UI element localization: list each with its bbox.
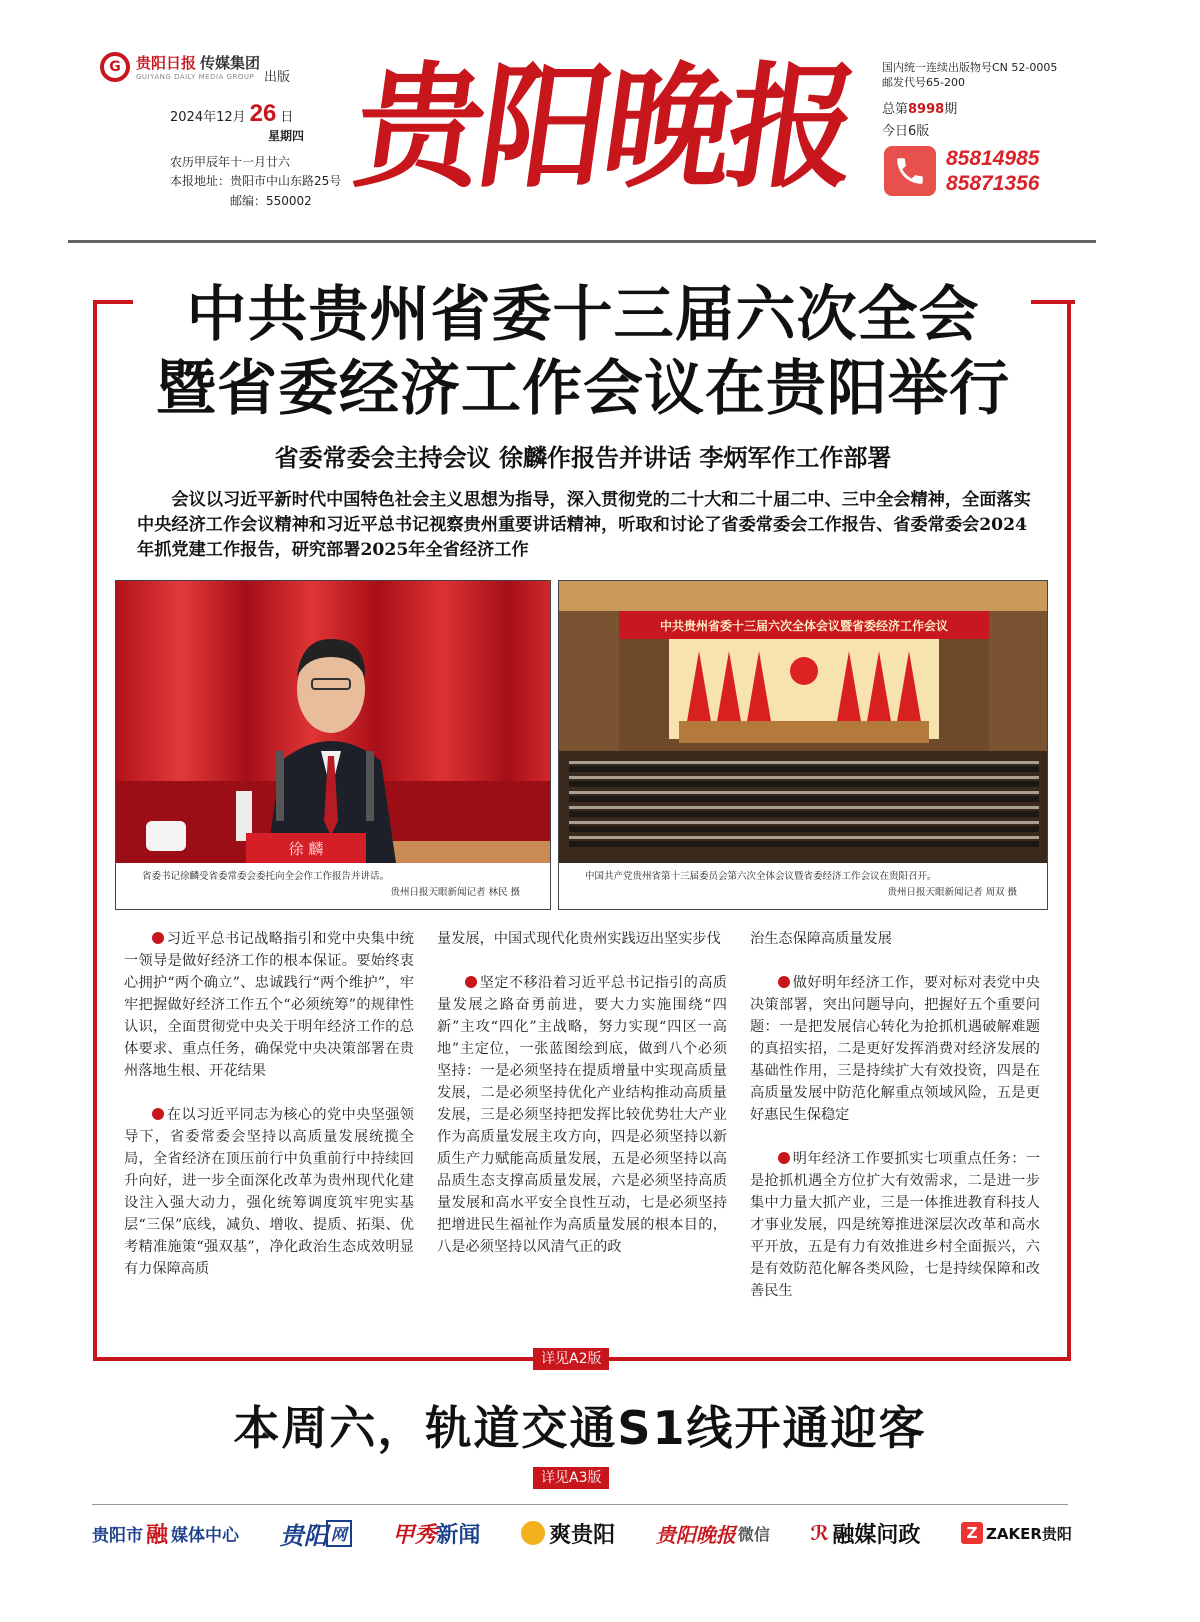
- paragraph-text: 习近平总书记战略指引和党中央集中统一领导是做好经济工作的根本保证。要始终衷心拥护“两个确立”、忠诚践行“两个维护”，牢牢把握做好经济工作五个“必须统筹”的规律性认识，全面贯彻党中央关于明年经济工作的总体要求、重点任务，确保党中央决策部署在贵州落地生根、开花结果: [124, 931, 414, 1079]
- rongmei-logo-icon: ℛ: [810, 1521, 830, 1545]
- paper-title-text: 贵阳晚报: [345, 49, 865, 207]
- brand-rongmei-text: 融媒问政: [832, 1522, 921, 1548]
- date-prefix: 2024年12月: [170, 110, 246, 125]
- lead-summary: 会议以习近平新时代中国特色社会主义思想为指导，深入贯彻党的二十大和二十届二中、三中全会精神，全面落实中央经济工作会议精神和习近平总书记视察贵州重要讲话精神，听取和讨论了省委常委会工作报告、省委常委会2024年抓党建工作报告，研究部署2025年全省经济工作: [137, 490, 1031, 560]
- hall-banner: 中共贵州省委十三届六次全体会议暨省委经济工作会议: [659, 619, 949, 633]
- speaker-caption: [116, 863, 550, 910]
- brand-media-center-city: 贵阳市: [92, 1525, 143, 1546]
- brand-zaker[interactable]: [961, 1522, 1072, 1544]
- red-bullet-icon: [152, 1108, 164, 1120]
- hall-caption-text: 中国共产党贵州省第十三届委员会第六次全体会议暨省委经济工作会议在贵阳召开。: [585, 871, 937, 882]
- paragraph-text: 做好明年经济工作，要对标对表党中央决策部署，突出问题导向，把握好五个重要问题：一是把发展信心转化为抢抓机遇破解难题的真招实招，二是更好发挥消费对经济发展的基础性作用，三是持续扩大有效投资，四是在高质量发展中防范化解重点领域风险，五是更好惠民生保稳定: [750, 975, 1040, 1123]
- hall-photo-credit: 贵州日报天眼新闻记者 周双 摄: [887, 887, 1017, 898]
- hall-image: [559, 581, 1047, 863]
- sun-logo-icon: [521, 1521, 545, 1545]
- red-bullet-icon: [465, 976, 477, 988]
- hotline-1: 85814985: [946, 147, 1040, 170]
- issue-number-value: 8998: [908, 102, 945, 117]
- cn-number: 国内统一连续出版物号CN 52-0005: [882, 61, 1058, 74]
- publisher-badge-icon: G: [100, 52, 130, 82]
- address: 本报地址：贵阳市中山东路25号: [170, 174, 342, 188]
- zip-code: 邮编：550002: [230, 194, 312, 208]
- article-column-3: [750, 928, 1040, 1324]
- phone-icon: [884, 146, 936, 196]
- lead-headline-line-1[interactable]: 中共贵州省委十三届六次全会: [186, 280, 980, 350]
- see-page-a2-link[interactable]: 详见A2版: [533, 1348, 609, 1370]
- brand-zaker-text: ZAKER贵阳: [986, 1524, 1072, 1543]
- article-paragraph-continued: 量发展，中国式现代化贵州实践迈出坚实步伐: [437, 931, 721, 947]
- issue-prefix: 总第: [882, 102, 909, 117]
- brand-wechat-name: 贵阳晚报: [655, 1522, 736, 1547]
- brand-media-center-label: 媒体中心: [171, 1525, 240, 1546]
- issue-suffix: 期: [944, 102, 958, 117]
- see-page-a3-link[interactable]: 详见A3版: [533, 1467, 609, 1489]
- paragraph-text: 在以习近平同志为核心的党中央坚强领导下，省委常委会坚持以高质量发展统揽全局，全省经济在顶压前行中负重前行中持续回升向好，进一步全面深化改革为贵州现代化建设注入强大动力，强化统筹调度筑牢兜实基层“三保”底线，减负、增收、提质、拓渠、优考精准施策“强双基”，净化政治生态成效明显有力保障高质: [124, 1107, 414, 1277]
- red-bullet-icon: [778, 1152, 790, 1164]
- issue-number: [882, 98, 957, 117]
- hall-caption: [559, 863, 1047, 910]
- post-code: 邮发代号65-200: [882, 76, 965, 89]
- speaker-photo-credit: 贵州日报天眼新闻记者 林民 摄: [390, 887, 520, 898]
- issue-date: [170, 100, 293, 128]
- speaker-nameplate: 徐 麟: [288, 840, 324, 858]
- brand-gyw-sub: 网: [326, 1520, 352, 1547]
- media-brand-strip: [92, 1512, 1072, 1554]
- footer-divider: [92, 1504, 1068, 1505]
- brand-gyw[interactable]: [280, 1516, 352, 1551]
- red-bullet-icon: [778, 976, 790, 988]
- brand-wechat-label: 微信: [737, 1524, 770, 1544]
- brand-gyw-text: 贵阳: [279, 1521, 328, 1550]
- date-day: 26: [249, 100, 277, 127]
- article-paragraph: [750, 1148, 1040, 1302]
- masthead: [0, 0, 1200, 250]
- brand-jiaxiu-text: 甲秀: [392, 1522, 437, 1548]
- date-suffix: 日: [280, 110, 294, 125]
- lead-subhead: 省委常委会主持会议 徐麟作报告并讲话 李炳军作工作部署: [274, 443, 892, 472]
- rong-logo-icon: 融: [146, 1522, 169, 1548]
- article-column-2: [437, 928, 727, 1280]
- brand-wechat[interactable]: [656, 1519, 770, 1548]
- hotlines: [946, 146, 1039, 196]
- weekday: 星期四: [268, 129, 305, 143]
- publisher-logo: [100, 52, 290, 85]
- brand-shuang-text: 爽贵阳: [549, 1522, 616, 1548]
- registration-info: [882, 60, 1057, 90]
- brand-jiaxiu-news[interactable]: [392, 1518, 480, 1549]
- red-bullet-icon: [152, 932, 164, 944]
- publisher-suffix: 出版: [264, 70, 291, 85]
- publisher-english: GUIYANG DAILY MEDIA GROUP: [136, 73, 255, 81]
- speaker-caption-text: 省委书记徐麟受省委常委会委托向全会作工作报告并讲话。: [142, 871, 390, 882]
- brand-jiaxiu-news-text: 新闻: [436, 1522, 481, 1548]
- lead-headline-line-2[interactable]: 暨省委经济工作会议在贵阳举行: [156, 354, 1010, 424]
- article-paragraph: [750, 972, 1040, 1126]
- brand-rongmei-wenzheng[interactable]: [811, 1518, 921, 1549]
- article-paragraph: [124, 928, 414, 1082]
- article-paragraph-continued: 治生态保障高质量发展: [750, 931, 892, 947]
- photo-meeting-hall[interactable]: [558, 580, 1048, 910]
- second-story-headline[interactable]: 本周六，轨道交通S1线开通迎客: [233, 1401, 927, 1455]
- paper-title: [345, 38, 865, 218]
- lunar-date: 农历甲辰年十一月廿六: [170, 155, 291, 169]
- photo-speaker[interactable]: [115, 580, 551, 910]
- zaker-logo-icon: Z: [961, 1522, 983, 1544]
- hotline-2: 85871356: [946, 172, 1040, 195]
- publisher-name: 贵阳日报: [136, 54, 197, 72]
- today-pages: 今日6版: [882, 124, 930, 139]
- article-paragraph: [124, 1104, 414, 1280]
- brand-shuang-guiyang[interactable]: [521, 1518, 615, 1549]
- publisher-group: 传媒集团: [200, 54, 261, 72]
- masthead-divider: [68, 240, 1096, 243]
- paragraph-text: 明年经济工作要抓实七项重点任务：一是抢抓机遇全方位扩大有效需求，二是进一步集中力量大抓产业，三是一体推进教育科技人才事业发展，四是统筹推进深层次改革和高水平开放，五是有力有效推进乡村全面振兴，六是有效防范化解各类风险，七是持续保障和改善民生: [750, 1151, 1040, 1299]
- speaker-image: [116, 581, 550, 863]
- article-column-1: [124, 928, 414, 1302]
- paragraph-text: 坚定不移沿着习近平总书记指引的高质量发展之路奋勇前进，要大力实施围绕“四新”主攻“四化”主战略，努力实现“四区一高地”主定位，一张蓝图绘到底，做到八个必须坚持：一是必须坚持在提质增量中实现高质量发展，二是必须坚持优化产业结构推动高质量发展，三是必须坚持把发挥比较优势壮大产业作为高质量发展主攻方向，四是必须坚持以新质生产力赋能高质量发展，五是必须坚持以高品质生态支撑高质量发展，六是必须坚持高质量发展和高水平安全良性互动，七是必须坚持把增进民生福祉作为高质量发展的根本目的，八是必须坚持以风清气正的政: [437, 975, 727, 1255]
- article-paragraph: [437, 972, 727, 1258]
- brand-media-center[interactable]: [92, 1518, 239, 1549]
